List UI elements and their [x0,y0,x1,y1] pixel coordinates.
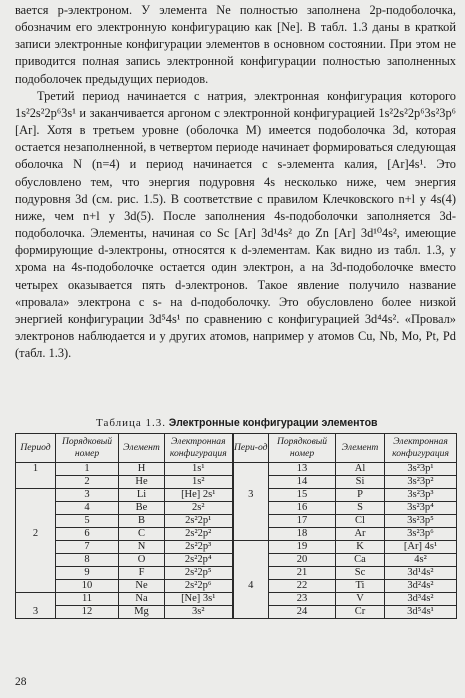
table-cell: 23 [269,593,336,606]
table-cell: Na [119,593,165,606]
table-cell: Cl [336,515,385,528]
table-cell: 3d⁵4s¹ [385,606,457,619]
table-cell: 2s²2p⁶ [165,580,233,593]
table-cell: 3s²3p³ [385,489,457,502]
page-number: 28 [15,676,27,688]
table-cell: S [336,502,385,515]
table-cell: [He] 2s¹ [165,489,233,502]
table-cell: [Ar] 4s¹ [385,541,457,554]
table-cell: 3 [56,489,119,502]
table-cell: K [336,541,385,554]
table-cell: 2s² [165,502,233,515]
table-cell: 3s²3p⁵ [385,515,457,528]
table-row [16,567,457,580]
table-cell: 3 [233,489,269,502]
table-cell: 1 [56,463,119,476]
table-cell [233,502,269,515]
table-cell: 2s²2p¹ [165,515,233,528]
table-cell: 16 [269,502,336,515]
table-row [16,541,457,554]
table-cell: H [119,463,165,476]
table-cell: 14 [269,476,336,489]
table-row [16,593,457,606]
table-cell: 2 [16,528,56,541]
table-cell: 2s²2p³ [165,541,233,554]
table-cell [233,606,269,619]
table-cell: 21 [269,567,336,580]
table-cell: Ca [336,554,385,567]
table-cell [16,580,56,593]
table-row [16,502,457,515]
table-cell: Ar [336,528,385,541]
table-cell: 3d¹4s² [385,567,457,580]
table-cell: 12 [56,606,119,619]
table-cell: 15 [269,489,336,502]
header-cell: Электронная конфигурация [385,434,457,463]
table-cell: 3s²3p⁴ [385,502,457,515]
table-cell [16,593,56,606]
header-cell: Элемент [336,434,385,463]
table-cell: 9 [56,567,119,580]
table-cell: Si [336,476,385,489]
table-cell [233,515,269,528]
table-cell [233,476,269,489]
table-cell: P [336,489,385,502]
table-cell [16,567,56,580]
table-cell [16,502,56,515]
table-row [16,554,457,567]
table-cell [16,476,56,489]
table-cell: 4 [233,580,269,593]
table-row [16,476,457,489]
table-cell: 4s² [385,554,457,567]
table-cell: 4 [56,502,119,515]
table-row [16,463,457,476]
table-cell: F [119,567,165,580]
table-cell: 3d³4s² [385,593,457,606]
table-cell: 19 [269,541,336,554]
table-cell: 3s²3p¹ [385,463,457,476]
table-cell: N [119,541,165,554]
table-cell [16,515,56,528]
table-row [16,528,457,541]
electron-config-table [15,433,457,619]
body-text [15,2,456,362]
table-row [16,515,457,528]
table-header-row [16,434,457,463]
table-cell [233,593,269,606]
table-cell: 2s²2p² [165,528,233,541]
table-cell: 24 [269,606,336,619]
table-cell: Li [119,489,165,502]
table-cell: V [336,593,385,606]
table-cell: Ti [336,580,385,593]
table-cell: He [119,476,165,489]
table-cell: 11 [56,593,119,606]
table-cell: 8 [56,554,119,567]
paragraph-third-period: Третий период начинается с натрия, электронная конфигурация которого 1s²2s²2p⁶3s¹ и заканчивается аргоном с электронной конфигурацией 1s²2s²2p⁶3s²3p⁶ [Ar]. Хотя в третьем уровне (оболочка M) имеется подоболочка 3d, которая остается незаполненной, в четвертом периоде начинает формироваться следующая оболочка N (n=4) и период начинается с s-элемента калия, [Ar]4s¹. Это обусловлено тем, что энергия подуровня 4s несколько ниже, чем энергия подуровня 3d (см. рис. 1.5). В соответствие с правилом Клечковского n+l у 4s(4) ниже, чем n+l у 3d(5). После заполнения 4s-подоболочки заполняется 3d-подоболочка. Элементы, начиная со Sc [Ar] 3d¹4s² до Zn [Ar] 3d¹⁰4s², имеющие формирующие d-электроны, относятся к d-элементам. Как видно из табл. 1.3, у хрома на 4s-подоболочке остается один электрон, а на 3d-подоболочке вместо четырех оказывается пять d-электронов. Такое явление получило название «провала» электрона с s- на d-подоболочку. Это обусловлено более низкой энергией конфигурации 3d⁵4s¹ по сравнению с конфигурацией 3d⁴4s². «Провал» электронов наблюдается и у других атомов, например у атомов Cu, Nb, Mo, Pt, Pd (табл. 1.3). [15,88,456,361]
table-cell: 18 [269,528,336,541]
table-cell: 1 [16,463,56,476]
table-cell: Ne [119,580,165,593]
table-cell: Cr [336,606,385,619]
header-cell: Пери-од [233,434,269,463]
table-cell: 17 [269,515,336,528]
table-cell: Be [119,502,165,515]
table-cell: O [119,554,165,567]
table-cell: 22 [269,580,336,593]
table-cell: 10 [56,580,119,593]
table-cell: 3s²3p⁶ [385,528,457,541]
header-cell: Порядковый номер [269,434,336,463]
table-cell [233,554,269,567]
table-cell: Sc [336,567,385,580]
table-cell: 6 [56,528,119,541]
table-cell: 7 [56,541,119,554]
table-cell: 2s²2p⁴ [165,554,233,567]
table-cell: 1s² [165,476,233,489]
table-row [16,489,457,502]
table-caption-title: Электронные конфигурации элементов [168,417,378,429]
table-cell: 5 [56,515,119,528]
table-cell: 1s¹ [165,463,233,476]
header-cell: Порядковый номер [56,434,119,463]
table-row [16,606,457,619]
table-cell: C [119,528,165,541]
table-cell [16,554,56,567]
table-cell: 20 [269,554,336,567]
table-cell [16,541,56,554]
table-cell: Al [336,463,385,476]
table-row [16,580,457,593]
table-cell [233,541,269,554]
header-cell: Электронная конфигурация [165,434,233,463]
table-cell: [Ne] 3s¹ [165,593,233,606]
header-cell: Период [16,434,56,463]
table-cell: 3s² [165,606,233,619]
table-cell: 13 [269,463,336,476]
table-cell: B [119,515,165,528]
paragraph-intro: вается p-электроном. У элемента Ne полностью заполнена 2p-подоболочка, обозначим его электронную конфигурацию как [Ne]. В табл. 1.3 даны в краткой записи электронные конфигурации элементов в основном состоянии. При этом не приводится полная запись электронной конфигурации полностью заполненных подоболочек предыдущих периодов. [15,3,456,86]
table-cell: 2s²2p⁵ [165,567,233,580]
table-cell [233,463,269,476]
table-cell [233,567,269,580]
table-cell [16,489,56,502]
table-cell: 3d²4s² [385,580,457,593]
table-cell: 3 [16,606,56,619]
header-cell: Элемент [119,434,165,463]
table-caption [96,416,426,430]
table-cell: Mg [119,606,165,619]
table-cell [233,528,269,541]
table-cell: 2 [56,476,119,489]
table-cell: 3s²3p² [385,476,457,489]
table-caption-label: Таблица 1.3. [96,417,167,429]
